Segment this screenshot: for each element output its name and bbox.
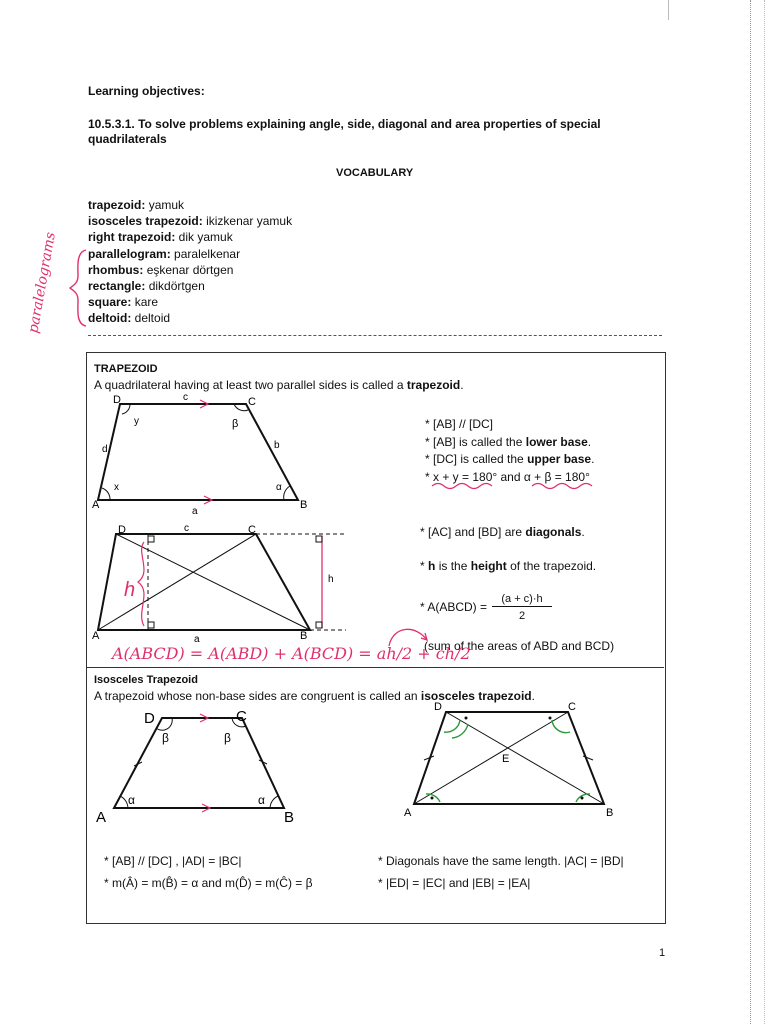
handwritten-area-formula: A(ABCD) = A(ABD) + A(BCD) = ah/2 + ch/2 bbox=[112, 644, 471, 663]
fig1-label-y: y bbox=[134, 416, 139, 427]
fact-upper-base: * [DC] is called the upper base. bbox=[425, 452, 595, 466]
fig2-label-a: a bbox=[194, 634, 200, 645]
objective-line2: quadrilaterals bbox=[88, 132, 167, 146]
iso1-label-alpha-right: α bbox=[258, 793, 265, 807]
isosceles-figure-1 bbox=[90, 704, 310, 829]
vocab-item: deltoid: deltoid bbox=[88, 311, 171, 326]
fig1-label-x: x bbox=[114, 482, 119, 493]
objective-line1: To solve problems explaining angle, side, diagonal and area properties of special bbox=[138, 117, 601, 131]
area-sum-note: (sum of the areas of ABD and BCD) bbox=[424, 639, 615, 653]
trapezoid-facts bbox=[425, 416, 594, 486]
vocabulary-title: VOCABULARY bbox=[336, 167, 414, 179]
area-formula-numerator: (a + c)·h bbox=[492, 592, 552, 607]
isosceles-figure-2 bbox=[400, 698, 630, 823]
iso2-label-E: E bbox=[502, 753, 510, 765]
fig2-label-C: C bbox=[248, 524, 256, 536]
vocab-item: trapezoid: yamuk bbox=[88, 198, 185, 212]
trapezoid-figure-1 bbox=[88, 390, 328, 515]
fig1-label-alpha: α bbox=[276, 482, 282, 493]
fact-height: * h is the height of the trapezoid. bbox=[420, 559, 597, 573]
vocabulary-list bbox=[88, 197, 292, 327]
fig1-label-D: D bbox=[113, 394, 121, 406]
fact-parallel: * [AB] // [DC] bbox=[425, 417, 494, 431]
objective-code: 10.5.3.1. bbox=[88, 117, 135, 131]
objective-text bbox=[88, 117, 648, 147]
iso-fact-diagonals: * Diagonals have the same length. |AC| = |BD| bbox=[378, 854, 624, 868]
iso2-label-A: A bbox=[404, 807, 412, 819]
trapezoid-title: TRAPEZOID bbox=[94, 363, 158, 375]
fig1-label-c: c bbox=[183, 392, 188, 403]
iso-fact-segments: * |ED| = |EC| and |EB| = |EA| bbox=[378, 876, 531, 890]
fig1-label-b: b bbox=[274, 440, 280, 451]
dashed-separator bbox=[88, 335, 662, 336]
vocab-item: right trapezoid: dik yamuk bbox=[88, 230, 233, 245]
iso2-label-D: D bbox=[434, 701, 442, 713]
objectives-heading: Learning objectives: bbox=[88, 84, 205, 98]
scan-mark bbox=[668, 0, 669, 20]
vocab-item: rectangle: dikdörtgen bbox=[88, 279, 205, 294]
area-formula-denominator: 2 bbox=[518, 610, 526, 622]
area-formula-lhs: * A(ABCD) = bbox=[420, 600, 488, 614]
trapezoid-term: trapezoid bbox=[406, 378, 461, 392]
fact-lower-base: * [AB] is called the lower base. bbox=[425, 434, 592, 449]
iso1-label-D: D bbox=[144, 710, 155, 727]
iso1-label-alpha-left: α bbox=[128, 793, 135, 807]
iso-fact-angles: * m(Â) = m(B̂) = α and m(D̂) = m(Ĉ) = β bbox=[104, 876, 313, 890]
scan-edge-line-outer bbox=[764, 0, 765, 1024]
iso-fact-parallel-sides: * [AB] // [DC] , |AD| = |BC| bbox=[104, 854, 242, 868]
vocab-item: rhombus: eşkenar dörtgen bbox=[88, 262, 234, 277]
vocab-item: square: kare bbox=[88, 295, 159, 310]
fig1-label-A: A bbox=[92, 499, 100, 511]
iso2-label-C: C bbox=[568, 701, 576, 713]
fig1-label-B: B bbox=[300, 499, 308, 511]
isosceles-facts-left bbox=[104, 850, 313, 894]
page-number: 1 bbox=[659, 947, 666, 959]
isosceles-term: isosceles trapezoid bbox=[420, 689, 532, 703]
box-divider bbox=[86, 667, 664, 668]
trapezoid-definition: A quadrilateral having at least two parallel sides is called a trapezoid. bbox=[94, 378, 464, 392]
scan-edge-line bbox=[750, 0, 751, 1024]
vocab-item: isosceles trapezoid: ikizkenar yamuk bbox=[88, 214, 293, 229]
fact-angle-sums: * x + y = 180° and α + β = 180° bbox=[425, 469, 590, 484]
iso1-label-C: C bbox=[236, 708, 247, 725]
fig2-label-h: h bbox=[328, 574, 334, 585]
fig1-label-a: a bbox=[192, 506, 198, 515]
fig2-label-B: B bbox=[300, 630, 308, 642]
fact-diagonals: * [AC] and [BD] are diagonals. bbox=[420, 525, 585, 539]
isosceles-facts-right bbox=[378, 850, 624, 894]
handwritten-underline bbox=[428, 478, 608, 492]
trapezoid-figure-2 bbox=[88, 522, 358, 647]
fig2-label-A: A bbox=[92, 630, 100, 642]
fig2-label-D: D bbox=[118, 524, 126, 536]
iso1-label-beta-left: β bbox=[162, 731, 169, 745]
isosceles-definition: A trapezoid whose non-base sides are congruent is called an isosceles trapezoid. bbox=[94, 689, 535, 703]
iso1-label-A: A bbox=[96, 809, 107, 826]
vocab-item: parallelogram: paralelkenar bbox=[88, 246, 241, 261]
iso1-label-beta-right: β bbox=[224, 731, 231, 745]
fig1-label-beta: β bbox=[232, 418, 239, 430]
fig2-handwritten-h: h bbox=[124, 579, 136, 601]
iso1-label-B: B bbox=[284, 809, 295, 826]
fig1-label-d: d bbox=[102, 444, 108, 455]
iso2-label-B: B bbox=[606, 807, 614, 819]
isosceles-title: Isosceles Trapezoid bbox=[94, 674, 198, 686]
fig2-label-c: c bbox=[184, 523, 189, 534]
handwritten-note-paralelograms: paralelograms bbox=[25, 230, 59, 335]
fig1-label-C: C bbox=[248, 396, 256, 408]
